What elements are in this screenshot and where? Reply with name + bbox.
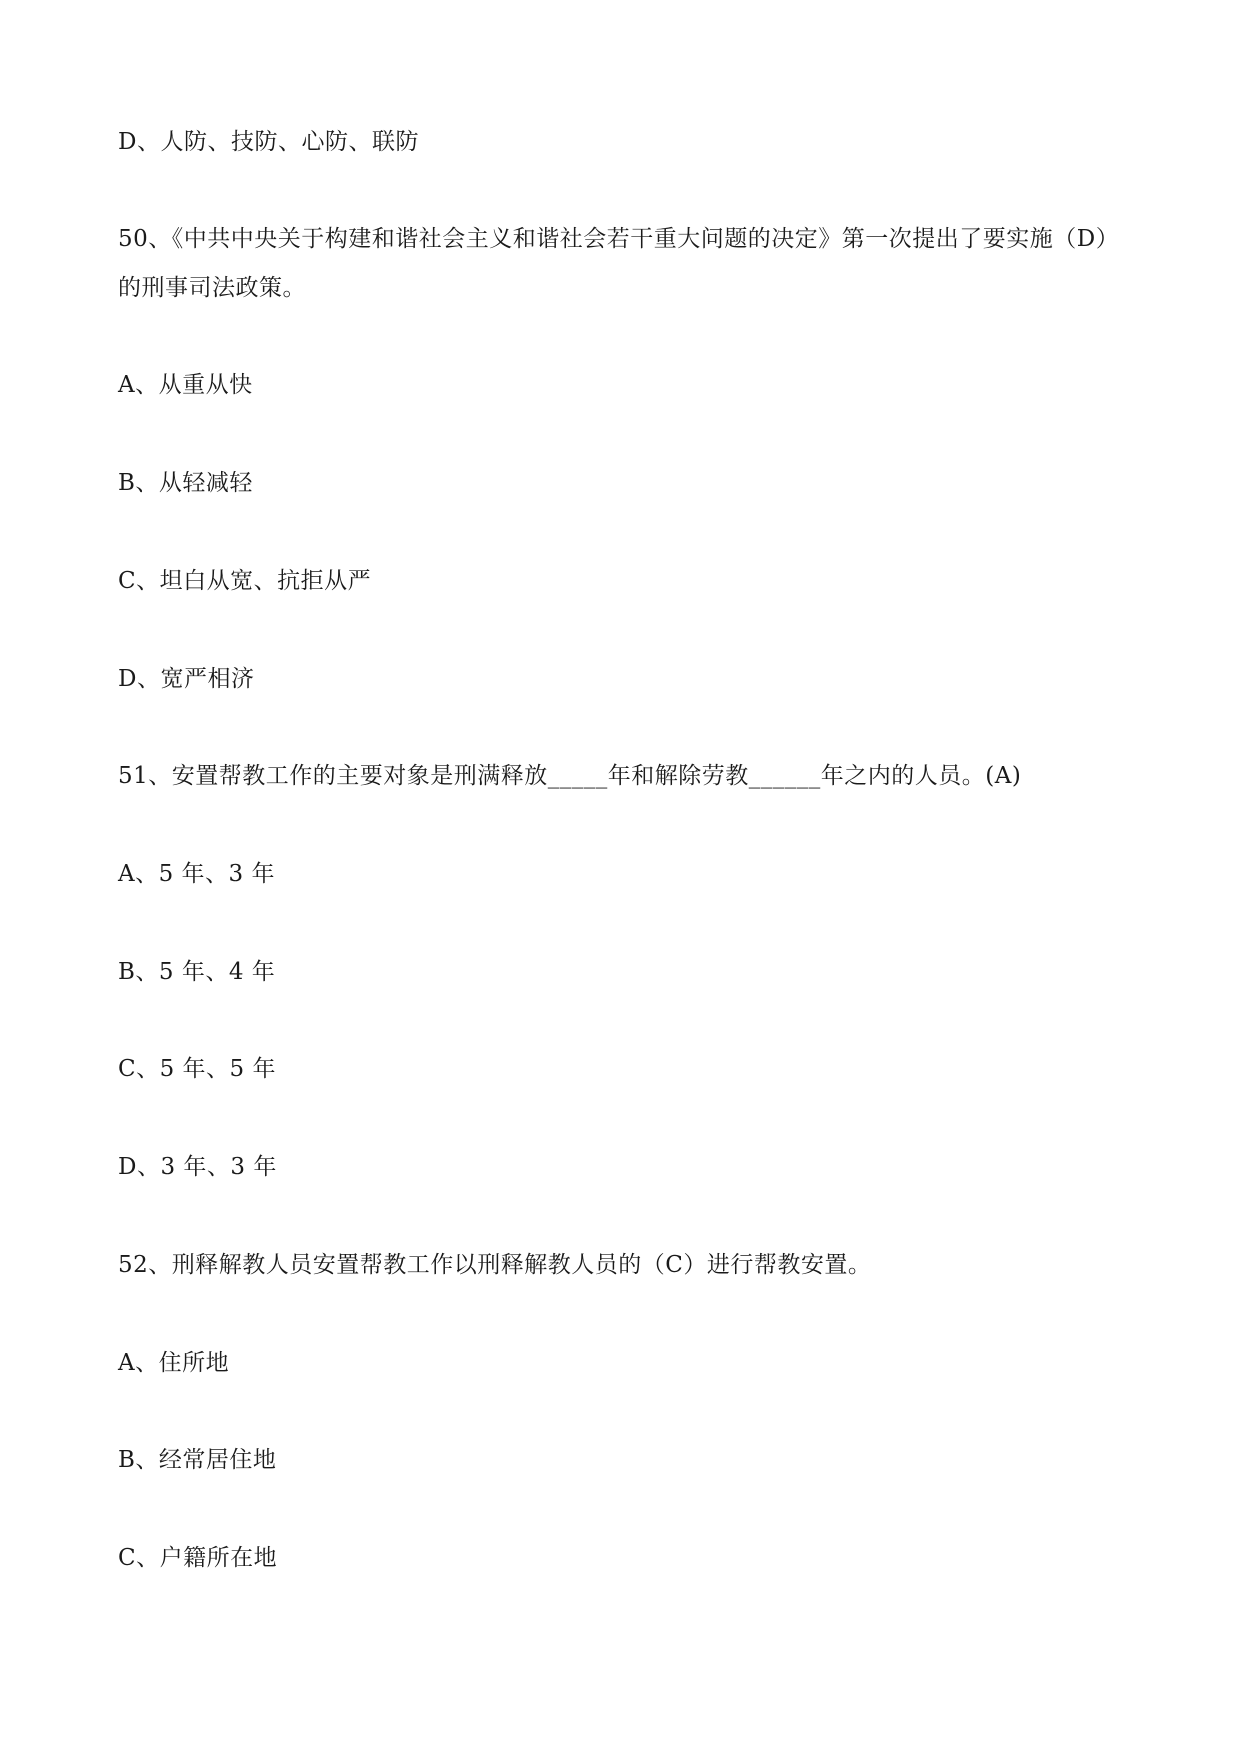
q51-option-d: D、3 年、3 年 (118, 1154, 277, 1180)
q51-option-a: A、5 年、3 年 (118, 861, 275, 887)
q50-option-b: B、从轻减轻 (118, 470, 253, 496)
q49-option-d: D、人防、技防、心防、联防 (118, 129, 419, 155)
q52-option-c: C、户籍所在地 (118, 1545, 278, 1571)
q50-question-line-1: 50、《中共中央关于构建和谐社会主义和谐社会若干重大问题的决定》第一次提出了要实施（D） (118, 226, 1120, 252)
q52-option-a: A、住所地 (118, 1350, 230, 1376)
q52-question: 52、刑释解教人员安置帮教工作以刑释解教人员的（C）进行帮教安置。 (118, 1252, 872, 1278)
q50-option-c: C、坦白从宽、抗拒从严 (118, 568, 372, 594)
q50-option-d: D、宽严相济 (118, 666, 255, 692)
q51-question: 51、安置帮教工作的主要对象是刑满释放_____年和解除劳教______年之内的人员。(A) (118, 763, 1022, 789)
q51-option-b: B、5 年、4 年 (118, 959, 276, 985)
q51-option-c: C、5 年、5 年 (118, 1056, 276, 1082)
q50-option-a: A、从重从快 (118, 372, 253, 398)
q50-question-line-2: 的刑事司法政策。 (118, 275, 306, 301)
q52-option-b: B、经常居住地 (118, 1447, 277, 1473)
